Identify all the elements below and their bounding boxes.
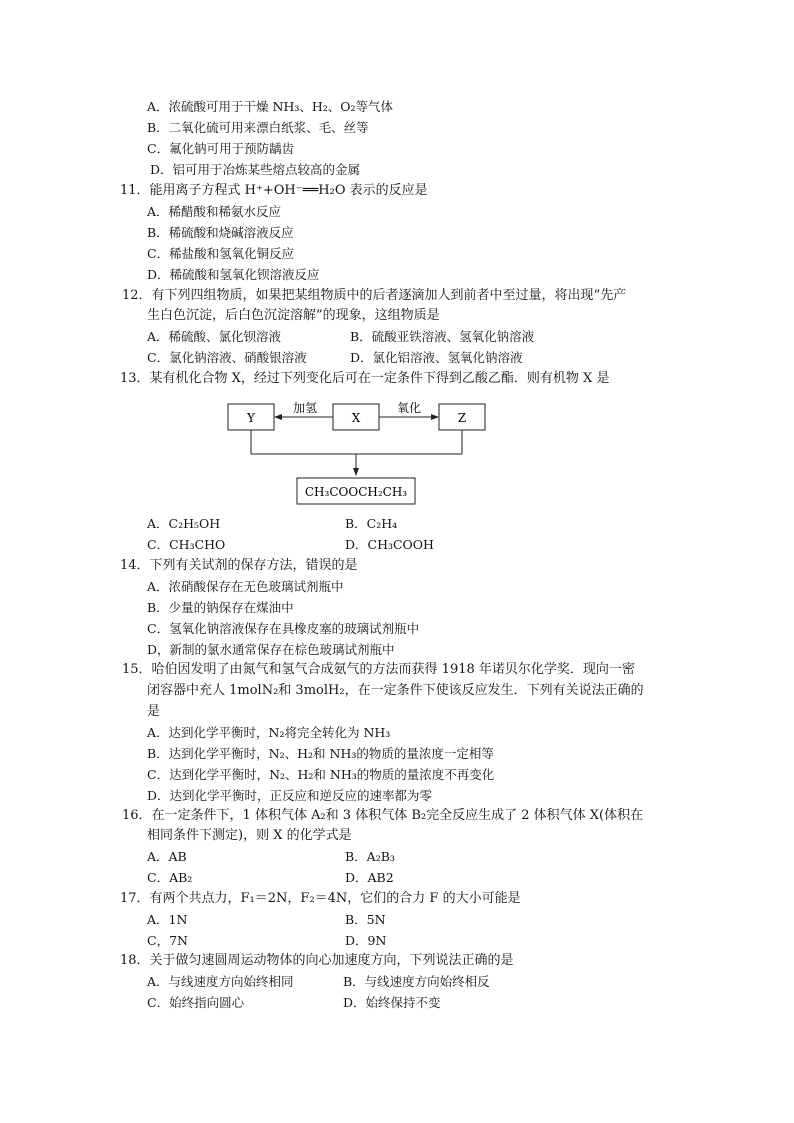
q13-option-b: B．C₂H₄: [345, 516, 398, 531]
q12-option-b: B．硫酸亚铁溶液、氢氧化钠溶液: [350, 329, 535, 344]
q13-option-c: C．CH₃CHO: [147, 537, 226, 552]
q15-stem-line1: 15．哈伯因发明了由氮气和氢气合成氨气的方法而获得 1918 年诺贝尔化学奖．现向一密: [122, 662, 635, 677]
q15-stem-line2: 闭容器中充人 1molN₂和 3molH₂，在一定条件下使该反应发生．下列有关说法正确的: [147, 683, 644, 698]
reaction-flow-diagram: [225, 398, 495, 510]
q17-option-a: A．1N: [147, 912, 188, 927]
q11-option-a: A．稀醋酸和稀氨水反应: [147, 204, 282, 219]
q14-option-c: C．氢氧化钠溶液保存在具橡皮塞的玻璃试剂瓶中: [147, 621, 420, 636]
q17-option-d: D．9N: [345, 933, 387, 948]
q16-stem-line1: 16．在一定条件下，1 体积气体 A₂和 3 体积气体 B₂完全反应生成了 2 体积气体 X(体积在: [122, 808, 644, 823]
q12-stem-line1: 12．有下列四组物质，如果把某组物质中的后者逐滴加人到前者中至过量，将出现“先产: [122, 288, 627, 303]
q18-option-a: A．与线速度方向始终相同: [147, 974, 294, 989]
q14-option-b: B．少量的钠保存在煤油中: [147, 600, 294, 615]
q15-option-a: A．达到化学平衡时，N₂将完全转化为 NH₃: [147, 725, 391, 740]
q10-option-d: D．铝可用于冶炼某些熔点较高的金属: [150, 162, 361, 177]
q18-option-c: C．始终指向圆心: [147, 995, 245, 1010]
q11-option-b: B．稀硫酸和烧碱溶液反应: [147, 225, 294, 240]
product-label: CH₃COOCH₂CH₃: [304, 485, 408, 499]
q15-option-d: D．达到化学平衡时，正反应和逆反应的速率都为零: [147, 788, 433, 803]
q12-option-a: A．稀硫酸、氯化钡溶液: [147, 329, 282, 344]
q12-stem-line2: 生白色沉淀，后白色沉淀溶解”的现象，这组物质是: [147, 308, 440, 323]
q16-stem-line2: 相同条件下测定)，则 X 的化学式是: [147, 828, 352, 843]
q10-option-a: A．浓硫酸可用于干燥 NH₃、H₂、O₂等气体: [147, 99, 394, 114]
box-x-label: X: [351, 411, 361, 425]
q14-option-a: A．浓硝酸保存在无色玻璃试剂瓶中: [147, 579, 344, 594]
q18-option-d: D．始终保持不变: [343, 995, 441, 1010]
q17-option-c: C，7N: [147, 933, 188, 948]
q15-option-c: C．达到化学平衡时，N₂、H₂和 NH₃的物质的量浓度不再变化: [147, 767, 495, 782]
q15-option-b: B．达到化学平衡时，N₂、H₂和 NH₃的物质的量浓度一定相等: [147, 746, 494, 761]
q16-option-b: B．A₂B₃: [345, 849, 395, 864]
q15-stem-line3: 是: [147, 704, 161, 719]
q14-option-d: D，新制的氯水通常保存在棕色玻璃试剂瓶中: [147, 642, 395, 657]
q10-option-c: C．氟化钠可用于预防龋齿: [147, 141, 295, 156]
box-y-label: Y: [247, 411, 255, 425]
q16-option-c: C．AB₂: [147, 870, 193, 885]
q13-option-a: A．C₂H₅OH: [147, 516, 221, 531]
q13-stem: 13．某有机化合物 X，经过下列变化后可在一定条件下得到乙酸乙酯．则有机物 X 是: [120, 371, 610, 386]
label-oxidation: 氧化: [396, 401, 422, 415]
q10-option-b: B．二氧化硫可用来漂白纸浆、毛、丝等: [147, 120, 369, 135]
box-z-label: Z: [457, 411, 467, 425]
q18-option-b: B．与线速度方向始终相反: [343, 974, 490, 989]
q13-option-d: D．CH₃COOH: [345, 537, 434, 552]
q11-stem: 11．能用离子方程式 H⁺+OH⁻══H₂O 表示的反应是: [120, 183, 428, 198]
q11-option-d: D．稀硫酸和氢氧化钡溶液反应: [147, 267, 320, 282]
q18-stem: 18．关于做匀速圆周运动物体的向心加速度方向，下列说法正确的是: [120, 953, 514, 968]
label-hydrogenation: 加氢: [292, 401, 318, 415]
q12-option-d: D．氯化铝溶液、氢氧化钠溶液: [350, 350, 523, 365]
q17-stem: 17．有两个共点力，F₁＝2N，F₂＝4N，它们的合力 F 的大小可能是: [120, 891, 521, 906]
q12-option-c: C．氯化钠溶液、硝酸银溶液: [147, 350, 307, 365]
q17-option-b: B．5N: [345, 912, 386, 927]
q16-option-d: D．AB2: [345, 870, 394, 885]
q14-stem: 14．下列有关试剂的保存方法，错误的是: [120, 558, 358, 573]
q16-option-a: A．AB: [147, 849, 187, 864]
q11-option-c: C．稀盐酸和氢氧化铜反应: [147, 246, 295, 261]
